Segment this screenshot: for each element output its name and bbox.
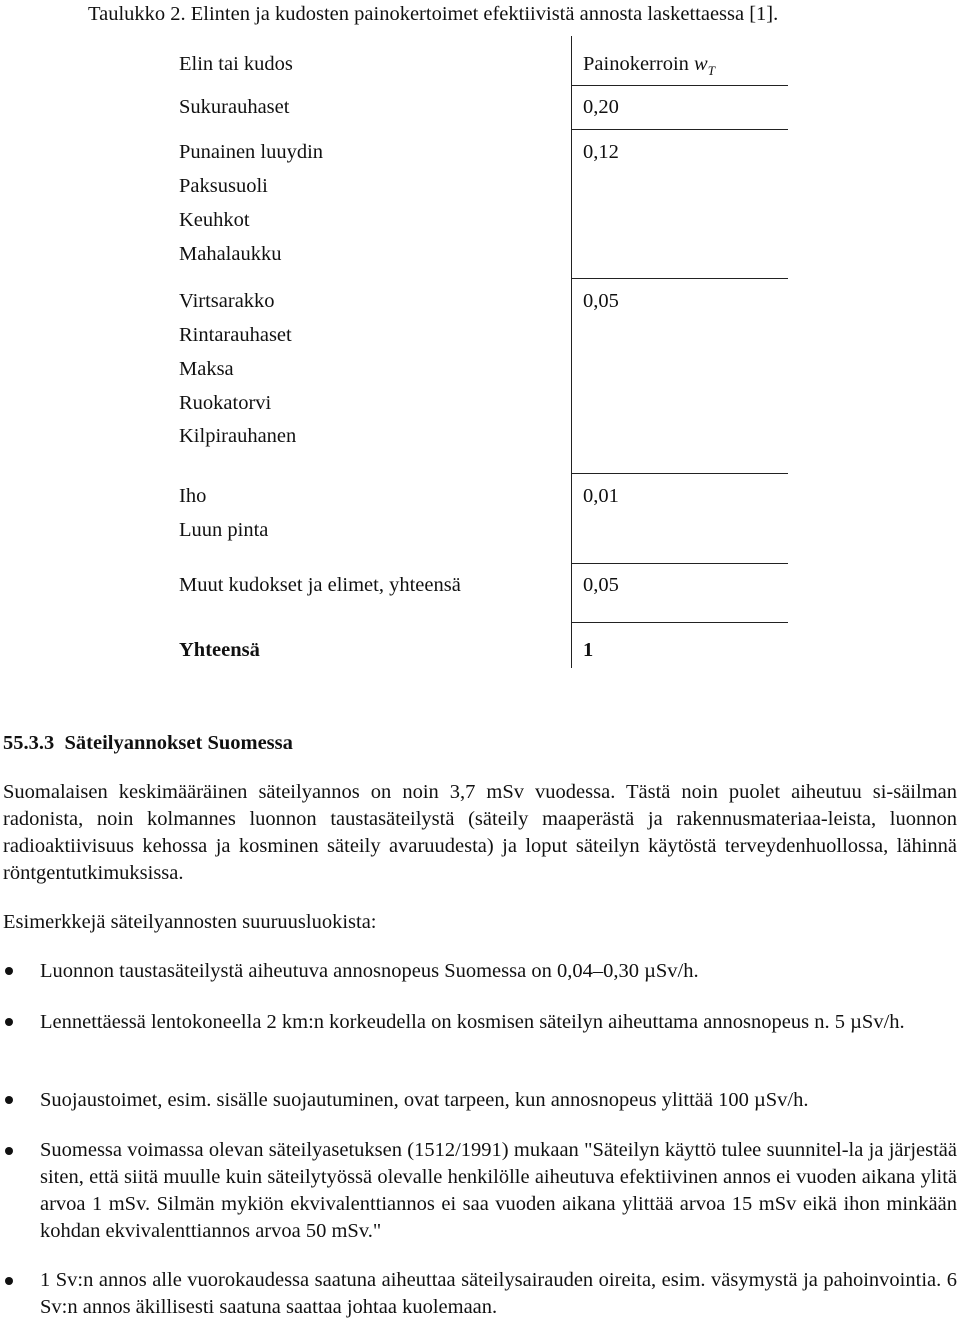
bullet-marker <box>5 967 13 975</box>
bullet-item: Suomessa voimassa olevan säteilyasetuksen (1512/1991) mukaan "Säteilyn käyttö tulee suunnitel-la ja järjestää siten, että siitä muulle kuin säteilytyössä olevalle henkilölle aiheutuva efektiivinen annos ei vuoden aikana ylitä arvoa 1 mSv. Silmän mykiön ekvivalenttiannos ei saa vuoden aikana ylittää arvoa 15 mSv eikä ihon minkään kohdan ekvivalenttiannos arvoa 50 mSv." <box>40 1139 957 1242</box>
table-cell-organ: Kilpirauhanen <box>179 425 297 447</box>
table-cell-organ: Luun pinta <box>179 519 269 541</box>
table-cell-organ: Punainen luuydin <box>179 141 324 163</box>
bullet-marker <box>5 1277 13 1285</box>
table-cell-weight: 0,20 <box>583 96 619 118</box>
bullet-item: Suojaustoimet, esim. sisälle suojautuminen, ovat tarpeen, kun annosnopeus ylittää 100 µSv/h. <box>40 1089 809 1111</box>
table-cell-organ: Ruokatorvi <box>179 392 272 414</box>
table-column-divider <box>571 36 572 668</box>
table-header-weight <box>583 52 715 83</box>
body-paragraph: Suomalaisen keskimääräinen säteilyannos on noin 3,7 mSv vuodessa. Tästä noin puolet aiheutuu si-säilman radonista, noin kolmannes luonnon taustasäteilystä (säteily maaperästä ja rakennusmateriaa-leista, luonnon radioaktiivisuus kehossa ja kosminen säteily avaruudesta) ja loput säteilyn käytöstä terveydenhuollossa, lähinnä röntgentutkimuksissa. <box>3 781 957 884</box>
table-cell-weight: 0,01 <box>583 485 619 507</box>
table-cell-organ: Paksusuoli <box>179 175 268 197</box>
table-cell-weight: 0,12 <box>583 141 619 163</box>
table-cell-organ: Keuhkot <box>179 209 250 231</box>
table-caption: Taulukko 2. Elinten ja kudosten painokertoimet efektiivistä annosta laskettaessa [1]. <box>88 3 779 25</box>
bullet-item: 1 Sv:n annos alle vuorokaudessa saatuna aiheuttaa säteilysairauden oireita, esim. väsymystä ja pahoinvointia. 6 Sv:n annos äkillisesti saatuna saattaa johtaa kuolemaan. <box>40 1269 957 1318</box>
table-cell-weight: 0,05 <box>583 574 619 596</box>
table-rule-row4 <box>571 563 788 564</box>
section-heading: 55.3.3 Säteilyannokset Suomessa <box>3 732 293 754</box>
table-rule-row3 <box>571 473 788 474</box>
table-total-label: Yhteensä <box>179 639 260 661</box>
table-header-weight-label: Painokerroin <box>583 53 689 75</box>
examples-intro: Esimerkkejä säteilyannosten suuruusluokista: <box>3 911 377 933</box>
table-rule-row1 <box>571 129 788 130</box>
table-cell-organ: Muut kudokset ja elimet, yhteensä <box>179 574 461 596</box>
table-cell-weight: 0,05 <box>583 290 619 312</box>
table-cell-organ: Mahalaukku <box>179 243 282 265</box>
bullet-marker <box>5 1096 13 1104</box>
table-cell-organ: Sukurauhaset <box>179 96 290 118</box>
table-rule-header <box>571 85 788 86</box>
table-total-value: 1 <box>583 639 594 661</box>
bullet-marker <box>5 1018 13 1026</box>
weight-symbol: $w_T$ <box>694 53 715 79</box>
table-header-organ: Elin tai kudos <box>179 53 293 75</box>
table-rule-row5 <box>571 622 788 623</box>
table-cell-organ: Maksa <box>179 358 234 380</box>
table-rule-row2 <box>571 278 788 279</box>
table-cell-organ: Virtsarakko <box>179 290 275 312</box>
bullet-item: Luonnon taustasäteilystä aiheutuva annosnopeus Suomessa on 0,04–0,30 µSv/h. <box>40 960 699 982</box>
table-cell-organ: Rintarauhaset <box>179 324 292 346</box>
table-cell-organ: Iho <box>179 485 207 507</box>
bullet-item: Lennettäessä lentokoneella 2 km:n korkeudella on kosmisen säteilyn aiheuttama annosnopeus n. 5 µSv/h. <box>40 1011 905 1033</box>
bullet-marker <box>5 1147 13 1155</box>
